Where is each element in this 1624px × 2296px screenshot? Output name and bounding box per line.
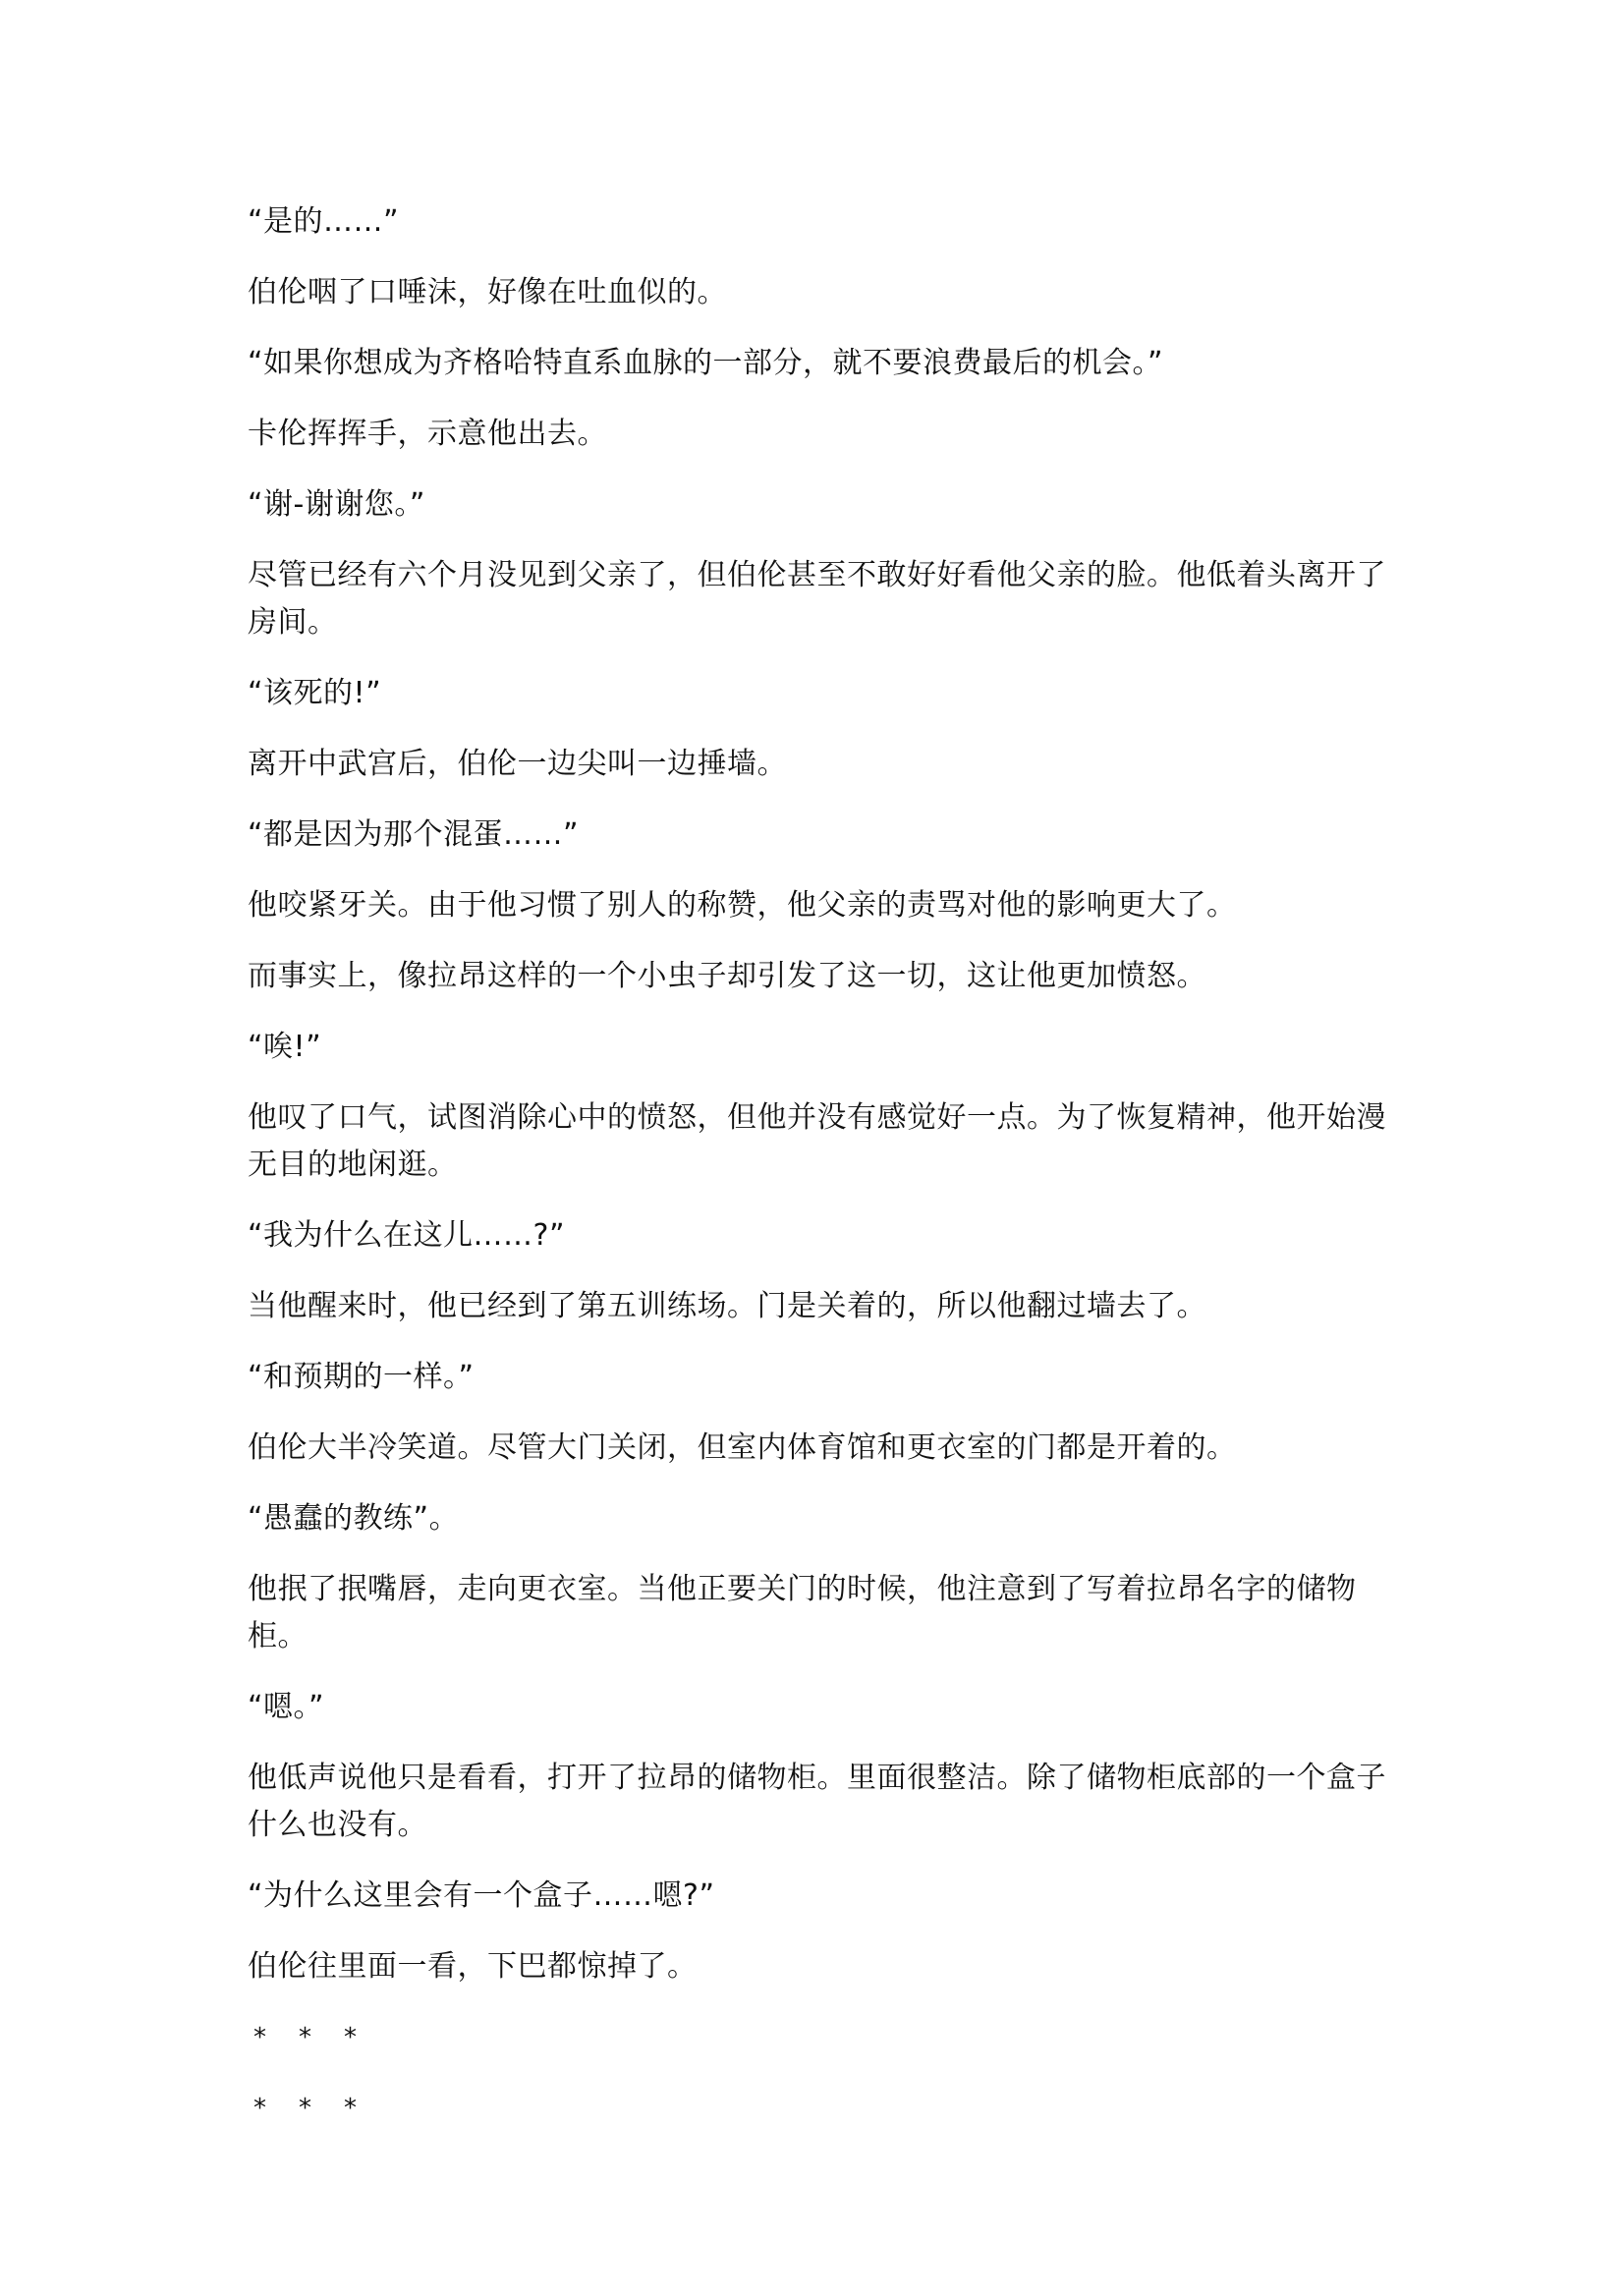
scene-break-separator	[248, 2014, 1397, 2061]
paragraph: “该死的!”	[248, 676, 382, 710]
separator-star: *	[344, 2094, 357, 2123]
paragraph: 尽管已经有六个月没见到父亲了，但伯伦甚至不敢好好看他父亲的脸。他低着头离开了房间。	[248, 558, 1386, 640]
paragraph: “嗯。”	[248, 1690, 325, 1724]
document-body	[248, 198, 1397, 2156]
paragraph: “谢-谢谢您。”	[248, 487, 425, 522]
paragraph: 卡伦挥挥手，示意他出去。	[248, 417, 607, 451]
paragraph: 当他醒来时，他已经到了第五训练场。门是关着的，所以他翻过墙去了。	[248, 1289, 1206, 1323]
separator-star: *	[253, 2094, 266, 2123]
paragraph: “我为什么在这儿……?”	[248, 1218, 566, 1253]
separator-star: *	[299, 2094, 311, 2123]
paragraph: 而事实上，像拉昂这样的一个小虫子却引发了这一切，这让他更加愤怒。	[248, 959, 1206, 993]
paragraph: 他咬紧牙关。由于他习惯了别人的称赞，他父亲的责骂对他的影响更大了。	[248, 888, 1237, 923]
paragraph: “如果你想成为齐格哈特直系血脉的一部分，就不要浪费最后的机会。”	[248, 346, 1164, 380]
separator-star: *	[253, 2023, 266, 2052]
scene-break-separator	[248, 2085, 1397, 2132]
paragraph: “唉!”	[248, 1030, 322, 1064]
paragraph: 伯伦大半冷笑道。尽管大门关闭，但室内体育馆和更衣室的门都是开着的。	[248, 1430, 1237, 1465]
paragraph: “都是因为那个混蛋……”	[248, 817, 580, 852]
paragraph: 离开中武宫后，伯伦一边尖叫一边捶墙。	[248, 747, 787, 781]
paragraph: “为什么这里会有一个盒子……嗯?”	[248, 1878, 715, 1913]
paragraph: 他低声说他只是看看，打开了拉昂的储物柜。里面很整洁。除了储物柜底部的一个盒子什么也没有。	[248, 1761, 1386, 1842]
paragraph: “是的……”	[248, 204, 400, 239]
paragraph: “愚蠢的教练”。	[248, 1501, 460, 1536]
paragraph: 他叹了口气，试图消除心中的愤怒，但他并没有感觉好一点。为了恢复精神，他开始漫无目的地闲逛。	[248, 1100, 1386, 1182]
separator-star: *	[344, 2023, 357, 2052]
paragraph: 他抿了抿嘴唇，走向更衣室。当他正要关门的时候，他注意到了写着拉昂名字的储物柜。	[248, 1572, 1357, 1653]
paragraph: “和预期的一样。”	[248, 1360, 475, 1394]
paragraph: 伯伦往里面一看，下巴都惊掉了。	[248, 1949, 698, 1984]
paragraph: 伯伦咽了口唾沫，好像在吐血似的。	[248, 275, 727, 309]
separator-star: *	[299, 2023, 311, 2052]
